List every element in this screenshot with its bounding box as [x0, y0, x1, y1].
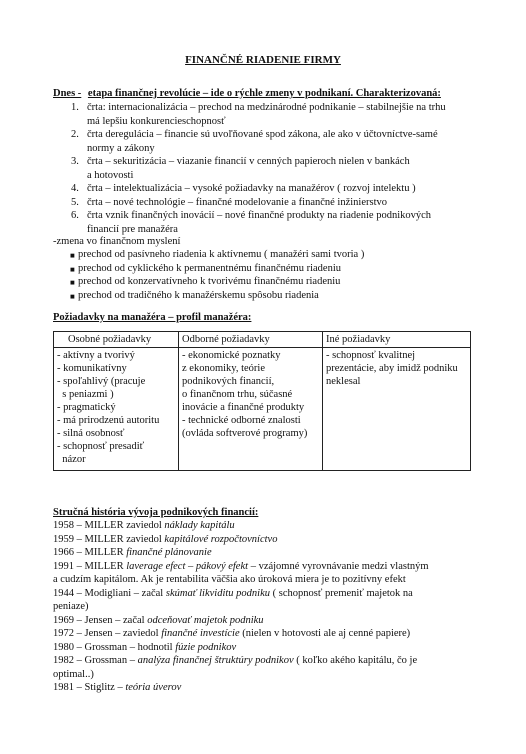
history-text: 1972 – Jensen – zaviedol [53, 628, 162, 639]
list-item-number: 1. [71, 102, 79, 113]
header-professional: Odborné požiadavky [179, 332, 323, 348]
cell-line: o finančnom trhu, súčasné [182, 389, 293, 400]
list-item: normy a zákony [87, 142, 155, 154]
history-text: 1982 – Grossman – [53, 655, 138, 666]
cell-line: prezentácie, aby imidž podniku [326, 363, 458, 374]
table-row [54, 348, 471, 471]
history-topic: laverage efect – pákový efekt [126, 560, 249, 572]
history-text: a cudzím kapitálom. Ak je rentabilita väčšia ako úroková miera je to pozitívny efekt [53, 574, 406, 585]
change-label: -zmena vo finančnom myslení [53, 236, 181, 247]
list-item: prechod od tradičného k manažérskemu spôsobu riadenia [78, 289, 319, 301]
list-item-number: 5. [71, 196, 79, 208]
history-text: 1958 – MILLER zaviedol [53, 520, 165, 531]
list-item: a hotovosti [87, 169, 134, 181]
history-text: 1969 – Jensen – začal [53, 614, 148, 626]
cell-line: - aktívny a tvorivý [57, 350, 135, 361]
list-item: financií pre manažéra [87, 223, 178, 235]
list-item-number: 3. [71, 156, 79, 167]
cell-line: - komunikatívny [57, 363, 127, 374]
history-text: 1981 – Stiglitz – [53, 682, 126, 693]
history-note: ( schopnosť premeniť majetok na [270, 587, 413, 599]
cell-line: - silná osobnosť [57, 428, 125, 439]
requirements-heading: Požiadavky na manažéra – profil manažéra: [53, 312, 252, 323]
history-entry [53, 533, 277, 546]
list-item: má lepšiu konkurencieschopnosť [87, 115, 226, 127]
history-entry [53, 654, 417, 667]
history-entry [53, 627, 410, 640]
history-entry [53, 573, 406, 586]
history-topic: teória úverov [125, 682, 182, 693]
history-entry [53, 600, 89, 613]
list-item: prechod od cyklického k permanentnému finančnému riadeniu [78, 262, 341, 274]
list-item: prechod od konzervatívneho k tvorivému finančnému riadeniu [78, 276, 341, 287]
cell-line: podnikových financií, [182, 376, 275, 387]
history-heading: Stručná história vývoja podnikových financií: [53, 507, 259, 518]
history-topic: analýza finančnej štruktúry podnikov [137, 655, 294, 666]
table-header-row [54, 332, 471, 348]
history-topic: skúmať likviditu podniku [165, 587, 270, 599]
history-text: optimal..) [53, 668, 94, 680]
history-entry [53, 560, 429, 573]
history-entry [53, 546, 212, 559]
intro-heading [53, 87, 441, 100]
history-note: (nielen v hotovosti ale aj cenné papiere) [239, 628, 411, 639]
cell-line: názor [57, 454, 86, 465]
history-text: 1959 – MILLER zaviedol [53, 533, 165, 545]
intro-heading-rest: etapa finančnej revolúcie – ide o rýchle zmeny v podnikaní. Charakterizovaná: [87, 88, 441, 99]
cell-line: - pragmatický [57, 402, 116, 413]
history-text: 1980 – Grossman – hodnotil [53, 641, 176, 653]
cell-line: neklesal [326, 376, 361, 387]
cell-line: s peniazmi ) [57, 389, 114, 400]
list-item: črta deregulácia – financie sú uvoľňované spod zákona, ale ako v účtovníctve-samé [87, 129, 438, 140]
history-note: – vzájomné vyrovnávanie medzi vlastným [248, 560, 429, 572]
cell-line: z ekonomiky, teórie [182, 363, 266, 374]
list-item-number: 2. [71, 129, 79, 140]
history-entry [53, 587, 413, 600]
intro-heading-bold: Dnes - [53, 88, 82, 99]
history-topic: odceňovať majetok podniku [147, 614, 264, 626]
list-item: prechod od pasívneho riadenia k aktívnemu ( manažéri sami tvoria ) [78, 249, 365, 260]
history-entry [53, 614, 264, 627]
history-topic: finančné investície [161, 628, 240, 639]
cell-line: - schopnosť presadiť [57, 441, 145, 452]
list-item-number: 4. [71, 183, 79, 194]
history-text: 1966 – MILLER [53, 547, 127, 558]
history-text: 1944 – Modigliani – začal [53, 587, 166, 599]
bullet-icon: ■ [70, 251, 75, 260]
cell-line: (ovláda softverové programy) [182, 428, 308, 439]
bullet-icon: ■ [70, 278, 75, 287]
cell-line: - schopnosť kvalitnej [326, 350, 416, 361]
history-topic: fúzie podnikov [175, 641, 237, 653]
history-note: ( koľko akého kapitálu, čo je [293, 655, 418, 666]
header-personal: Osobné požiadavky [54, 332, 179, 348]
cell-personal [54, 348, 179, 471]
requirements-table [53, 331, 471, 471]
history-topic: kapitálové rozpočtovníctvo [164, 533, 278, 545]
cell-other [323, 348, 471, 471]
history-topic: finančné plánovanie [126, 547, 212, 558]
history-entry [53, 641, 236, 654]
history-entry [53, 668, 94, 681]
list-item: črta vznik finančných inovácií – nové finančné produkty na riadenie podnikových [87, 210, 432, 221]
list-item: črta: internacionalizácia – prechod na medzinárodné podnikanie – stabilnejšie na trhu [87, 102, 446, 113]
header-other: Iné požiadavky [323, 332, 471, 348]
list-item: črta – nové technológie – finančné modelovanie a finančné inžinierstvo [87, 196, 388, 208]
history-entry [53, 681, 181, 694]
history-text: peniaze) [53, 601, 89, 612]
cell-line: - technické odborné znalosti [182, 415, 301, 426]
history-entry [53, 519, 235, 532]
cell-professional [179, 348, 323, 471]
list-item: črta – intelektualizácia – vysoké požiadavky na manažérov ( rozvoj intelektu ) [87, 183, 416, 194]
cell-line: - ekonomické poznatky [182, 350, 281, 361]
list-item: črta – sekuritizácia – viazanie financií v cenných papieroch nielen v bankách [87, 156, 410, 167]
list-item-number: 6. [71, 210, 79, 221]
cell-line: - má prirodzenú autoritu [57, 415, 160, 426]
history-topic: náklady kapitálu [164, 520, 235, 531]
cell-line: - spoľahlivý (pracuje [57, 376, 146, 387]
bullet-icon: ■ [70, 291, 75, 301]
cell-line: inovácie a finančné produkty [182, 402, 305, 413]
document-title: FINANČNÉ RIADENIE FIRMY [185, 54, 341, 66]
bullet-icon: ■ [70, 264, 75, 274]
history-text: 1991 – MILLER [53, 560, 127, 572]
